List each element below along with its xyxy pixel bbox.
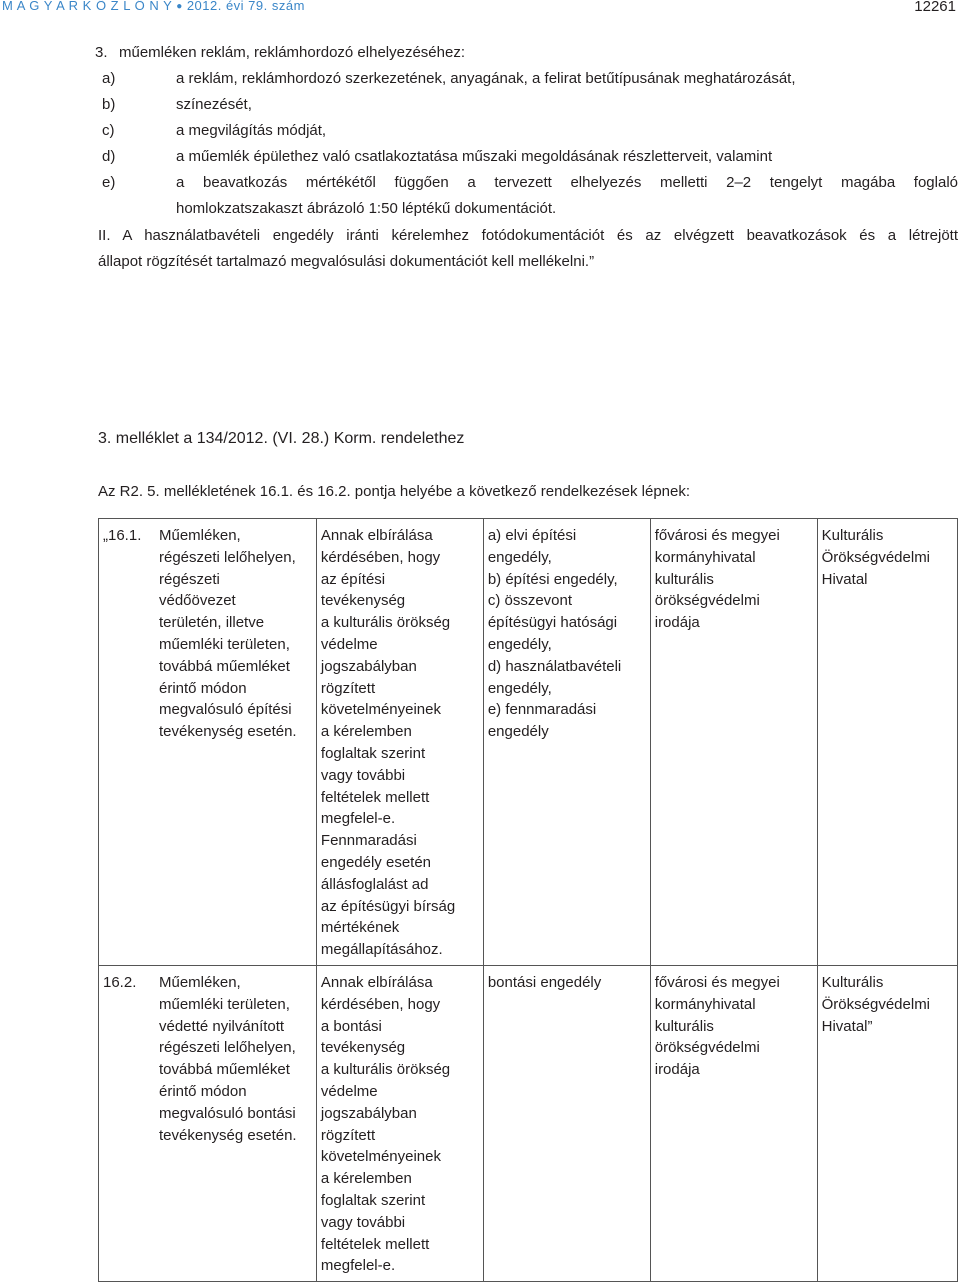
text-line: tevékenység esetén. — [159, 1126, 297, 1144]
activity-text — [159, 525, 297, 743]
table-body — [99, 519, 958, 1282]
cell-first-instance — [650, 965, 817, 1281]
text-line: engedély, — [487, 679, 552, 697]
text-line: Kulturális — [821, 527, 884, 544]
section-ii-line-1 — [98, 223, 958, 249]
text-line: a kulturális örökség — [320, 614, 451, 632]
text-line: fővárosi és megyei — [654, 973, 780, 991]
issue-label: 2012. évi 79. szám — [186, 0, 305, 13]
text-line: feltételek mellett — [320, 1235, 430, 1253]
cell-procedure — [483, 965, 650, 1281]
text-line: engedély, — [487, 548, 552, 566]
text-line: kérdésében, hogy — [320, 995, 441, 1013]
item-letter: d) — [102, 148, 116, 165]
text-line: Műemléken, — [159, 527, 241, 544]
text-line: bontási engedély — [487, 973, 602, 991]
text-line: engedély, — [487, 635, 552, 653]
text-line: védőövezet — [159, 592, 236, 610]
journal-header — [2, 0, 305, 13]
text-line: megállapításához. — [320, 941, 443, 959]
text-line: védelme — [320, 1082, 378, 1100]
list-item — [78, 144, 958, 170]
list-item — [78, 66, 958, 92]
page-number: 12261 — [914, 0, 956, 15]
text-line: régészeti lelőhelyen, — [159, 1039, 296, 1057]
text-line: örökségvédelmi — [654, 592, 760, 610]
text-line: területén, illetve — [159, 614, 265, 632]
text-line: mértékének — [320, 919, 400, 937]
section-ii-text-1: A használatbavételi engedély iránti kérelemhez fotódokumentációt és az elvégzett beavatkozások és a létrejött — [122, 227, 958, 244]
text-line: építésügyi hatósági — [487, 614, 618, 632]
text-line: jogszabályban — [320, 1104, 417, 1122]
text-line: rögzített — [320, 679, 376, 697]
text-line: tevékenység — [320, 592, 406, 610]
text-line: követelményeinek — [320, 1148, 441, 1166]
text-line: vagy további — [320, 1213, 406, 1231]
text-line: követelményeinek — [320, 701, 441, 719]
text-line: a kulturális örökség — [320, 1061, 451, 1079]
text-line: örökségvédelmi — [654, 1039, 760, 1057]
activity-text — [159, 972, 297, 1146]
text-line: Örökségvédelmi — [821, 548, 931, 566]
text-line: b) építési engedély, — [487, 570, 618, 588]
text-line: az építési — [320, 570, 386, 588]
table-row — [99, 965, 958, 1281]
text-line: megfelel-e. — [320, 1257, 396, 1275]
text-line: megvalósuló építési — [159, 701, 292, 719]
text-line: állásfoglalást ad — [320, 875, 429, 893]
item-letter: a) — [102, 70, 116, 87]
text-line: kormányhivatal — [654, 995, 756, 1013]
text-line: jogszabályban — [320, 657, 417, 675]
item-letter: b) — [102, 96, 116, 113]
text-line: kulturális — [654, 570, 714, 588]
text-line: a bontási — [320, 1017, 382, 1035]
text-line: Annak elbírálása — [320, 527, 433, 544]
cell-id-activity — [99, 519, 317, 966]
text-line: megfelel-e. — [320, 810, 396, 828]
text-line: tevékenység — [320, 1039, 406, 1057]
text-line: e) fennmaradási — [487, 701, 597, 719]
list-item — [78, 92, 958, 118]
text-line: Hivatal — [821, 570, 868, 588]
text-line: érintő módon — [159, 679, 247, 697]
item-text: a megvilágítás módját, — [176, 122, 327, 139]
table-row — [99, 519, 958, 966]
bullet-icon: ● — [176, 1, 183, 12]
text-line: engedély — [487, 723, 549, 741]
cell-id-activity — [99, 965, 317, 1281]
provisions-table — [98, 518, 958, 1282]
text-line: érintő módon — [159, 1082, 247, 1100]
list-item — [78, 170, 958, 196]
row-number: 16.2. — [103, 973, 137, 991]
cell-second-instance — [817, 965, 957, 1281]
item-text-line-2: homlokzatszakaszt ábrázoló 1:50 léptékű dokumentációt. — [176, 200, 557, 217]
text-line: kérdésében, hogy — [320, 548, 441, 566]
text-line: kulturális — [654, 1017, 714, 1035]
text-line: műemléki területen, — [159, 995, 290, 1013]
section-3-heading — [78, 40, 958, 66]
text-line: tevékenység esetén. — [159, 723, 297, 741]
text-line: Kulturális — [821, 973, 884, 991]
text-line: Örökségvédelmi — [821, 995, 931, 1013]
text-line: Annak elbírálása — [320, 973, 433, 991]
text-line: irodája — [654, 1061, 700, 1079]
text-line: műemléki területen, — [159, 635, 290, 653]
text-line: engedély esetén — [320, 853, 432, 871]
text-line: Hivatal” — [821, 1017, 873, 1035]
text-line: vagy további — [320, 766, 406, 784]
section-ii-line-2: állapot rögzítését tartalmazó megvalósulási dokumentációt kell mellékelni.” — [98, 253, 595, 270]
list-item — [78, 118, 958, 144]
text-line: irodája — [654, 614, 700, 632]
section-3 — [78, 40, 958, 222]
section-3-title: műemléken reklám, reklámhordozó elhelyezéséhez: — [119, 44, 465, 61]
text-line: feltételek mellett — [320, 788, 430, 806]
text-line: c) összevont — [487, 592, 573, 610]
row-number: „16.1. — [103, 527, 142, 544]
item-text: színezését, — [176, 96, 252, 113]
text-line: fővárosi és megyei — [654, 527, 780, 544]
cell-condition — [316, 965, 483, 1281]
cell-condition — [316, 519, 483, 966]
item-text-line-1: a beavatkozás mértékétől függően a tervezett elhelyezés melletti 2–2 tengelyt magába foglaló — [176, 174, 958, 191]
text-line: a kérelemben — [320, 723, 412, 741]
item-letter: e) — [102, 174, 116, 191]
list-item-continuation — [78, 196, 958, 222]
text-line: továbbá műemléket — [159, 1061, 290, 1079]
text-line: megvalósuló bontási — [159, 1104, 296, 1122]
annex-title: 3. melléklet a 134/2012. (VI. 28.) Korm. rendelethez — [98, 430, 465, 447]
page-header — [0, 0, 960, 14]
text-line: Fennmaradási — [320, 832, 417, 850]
text-line: foglaltak szerint — [320, 1191, 426, 1209]
text-line: rögzített — [320, 1126, 376, 1144]
text-line: védelme — [320, 635, 378, 653]
text-line: továbbá műemléket — [159, 657, 290, 675]
journal-name: M A G Y A R K Ö Z L Ö N Y — [2, 0, 173, 13]
section-ii-number: II. — [98, 227, 111, 244]
text-line: Műemléken, — [159, 973, 241, 991]
text-line: védetté nyilvánított — [159, 1017, 285, 1035]
text-line: a) elvi építési — [487, 527, 577, 544]
text-line: a kérelemben — [320, 1170, 412, 1188]
text-line: kormányhivatal — [654, 548, 756, 566]
intro-paragraph: Az R2. 5. mellékletének 16.1. és 16.2. pontja helyébe a következő rendelkezések lépnek: — [98, 483, 691, 500]
cell-second-instance — [817, 519, 957, 966]
item-letter: c) — [102, 122, 115, 139]
item-text: a reklám, reklámhordozó szerkezetének, anyagának, a felirat betűtípusának meghatározását, — [176, 70, 796, 87]
cell-procedure — [483, 519, 650, 966]
text-line: foglaltak szerint — [320, 744, 426, 762]
text-line: d) használatbavételi — [487, 657, 622, 675]
text-line: régészeti — [159, 570, 220, 588]
item-text: a műemlék épülethez való csatlakoztatása műszaki megoldásának részletterveit, valamint — [176, 148, 773, 165]
text-line: az építésügyi bírság — [320, 897, 456, 915]
cell-first-instance — [650, 519, 817, 966]
section-3-number: 3. — [95, 44, 108, 61]
text-line: régészeti lelőhelyen, — [159, 548, 296, 566]
section-ii — [98, 223, 958, 275]
